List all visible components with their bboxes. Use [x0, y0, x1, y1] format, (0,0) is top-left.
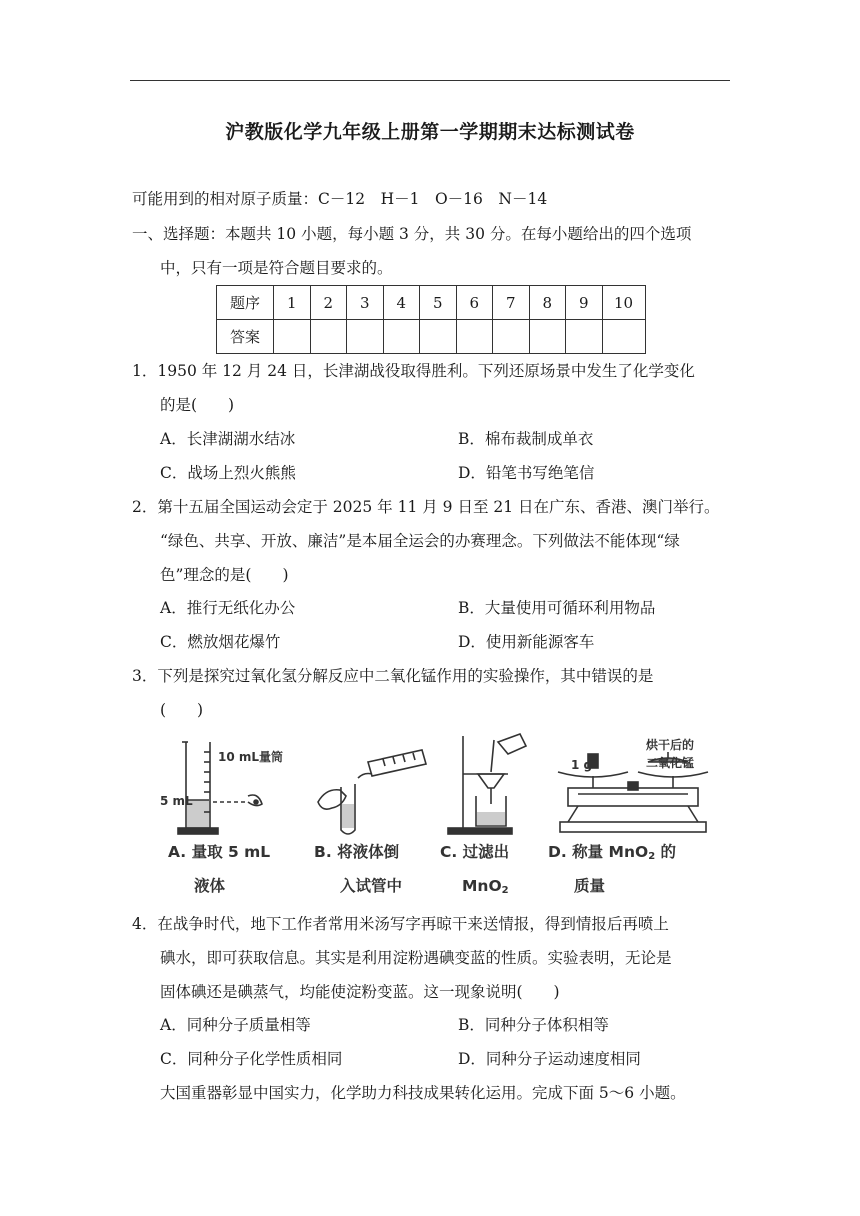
q1-option-a: A．长津湖湖水结冰 [160, 430, 296, 448]
q3-stem-line2: ( ) [160, 701, 204, 719]
q4-stem-line2: 碘水，即可获取信息。其实是利用淀粉遇碘变蓝的性质。实验表明，无论是 [160, 949, 672, 967]
q2-option-c: C．燃放烟花爆竹 [160, 633, 281, 651]
caption-c-formula: MnO [462, 877, 502, 895]
caption-d-subscript: 2 [648, 851, 656, 862]
q1-stem-line2: 的是( ) [160, 396, 235, 414]
section1-instruction-line1: 一、选择题：本题共 10 小题，每小题 3 分，共 30 分。在每小题给出的四个选项 [132, 225, 692, 243]
filtration-apparatus-icon [448, 734, 526, 834]
caption-c-line2 [462, 876, 509, 901]
question-number-cell: 9 [566, 286, 603, 320]
question-number-cell: 7 [493, 286, 530, 320]
answer-cell[interactable] [420, 320, 457, 354]
answer-table-header-row [217, 286, 646, 320]
caption-b-line2: 入试管中 [340, 877, 403, 895]
q4-option-b: B．同种分子体积相等 [458, 1016, 609, 1034]
answer-cell[interactable] [347, 320, 384, 354]
answer-cell[interactable] [383, 320, 420, 354]
question-number-cell: 3 [347, 286, 384, 320]
question-number-cell: 5 [420, 286, 457, 320]
pouring-tube-icon [318, 750, 426, 834]
answer-table [216, 285, 646, 354]
q4-option-d: D．同种分子运动速度相同 [458, 1050, 641, 1068]
header-rule [130, 80, 730, 81]
q4-option-a: A．同种分子质量相等 [160, 1016, 311, 1034]
caption-d-line2: 质量 [574, 877, 606, 895]
answer-cell[interactable] [529, 320, 566, 354]
caption-d-text: D. 称量 MnO [548, 843, 649, 861]
q4-stem-line1: 4．在战争时代，地下工作者常用米汤写字再晾干来送情报，得到情报后再喷上 [132, 915, 669, 933]
dried-label-line2: 二氧化锰 [646, 756, 695, 770]
question-number-cell: 2 [310, 286, 347, 320]
cylinder-label: 10 mL量筒 [218, 750, 284, 764]
caption-c-subscript: 2 [501, 885, 509, 896]
dried-label-line1: 烘干后的 [646, 738, 695, 752]
q2-option-a: A．推行无纸化办公 [160, 599, 296, 617]
q2-stem-line3: 色”理念的是( ) [160, 566, 289, 584]
q3-stem-line1: 3．下列是探究过氧化氢分解反应中二氧化锰作用的实验操作，其中错误的是 [132, 667, 654, 685]
q1-option-c: C．战场上烈火熊熊 [160, 464, 296, 482]
atomic-masses: 可能用到的相对原子质量：C－12 H－1 O－16 N－14 [132, 190, 548, 208]
level-label: 5 mL [160, 794, 193, 808]
answer-table-answer-row [217, 320, 646, 354]
q3-figure [158, 732, 728, 902]
caption-a-line1: A. 量取 5 mL [168, 843, 271, 861]
question-number-cell: 10 [602, 286, 645, 320]
caption-b-line1: B. 将液体倒 [314, 843, 400, 861]
answer-cell[interactable] [602, 320, 645, 354]
q2-option-d: D．使用新能源客车 [458, 633, 595, 651]
answer-cell[interactable] [310, 320, 347, 354]
weight-label: 1 g [571, 758, 593, 772]
q4-option-c: C．同种分子化学性质相同 [160, 1050, 343, 1068]
caption-d-suffix: 的 [655, 843, 677, 861]
question-number-cell: 8 [529, 286, 566, 320]
answer-table-row-label: 题序 [217, 286, 274, 320]
q4-stem-line3: 固体碘还是碘蒸气，均能使淀粉变蓝。这一现象说明( ) [160, 983, 560, 1001]
answer-table-row-label: 答案 [217, 320, 274, 354]
q2-option-b: B．大量使用可循环利用物品 [458, 599, 656, 617]
q2-stem-line1: 2．第十五届全国运动会定于 2025 年 11 月 9 日至 21 日在广东、香港、澳门举行。 [132, 498, 720, 516]
section1-instruction-line2: 中，只有一项是符合题目要求的。 [160, 259, 393, 277]
caption-a-line2: 液体 [194, 877, 226, 895]
page-title: 沪教版化学九年级上册第一学期期末达标测试卷 [225, 121, 635, 143]
answer-cell[interactable] [566, 320, 603, 354]
q5-6-intro: 大国重器彰显中国实力，化学助力科技成果转化运用。完成下面 5～6 小题。 [160, 1084, 686, 1102]
q2-stem-line2: “绿色、共享、开放、廉洁”是本届全运会的办赛理念。下列做法不能体现“绿 [160, 532, 680, 550]
question-number-cell: 4 [383, 286, 420, 320]
answer-cell[interactable] [274, 320, 311, 354]
q1-stem-line1: 1．1950 年 12 月 24 日，长津湖战役取得胜利。下列还原场景中发生了化学变化 [132, 362, 695, 380]
caption-d-line1 [548, 842, 676, 867]
q1-option-b: B．棉布裁制成单衣 [458, 430, 594, 448]
caption-c-line1: C. 过滤出 [440, 843, 510, 861]
q1-option-d: D．铅笔书写绝笔信 [458, 464, 595, 482]
answer-cell[interactable] [456, 320, 493, 354]
question-number-cell: 6 [456, 286, 493, 320]
answer-cell[interactable] [493, 320, 530, 354]
question-number-cell: 1 [274, 286, 311, 320]
